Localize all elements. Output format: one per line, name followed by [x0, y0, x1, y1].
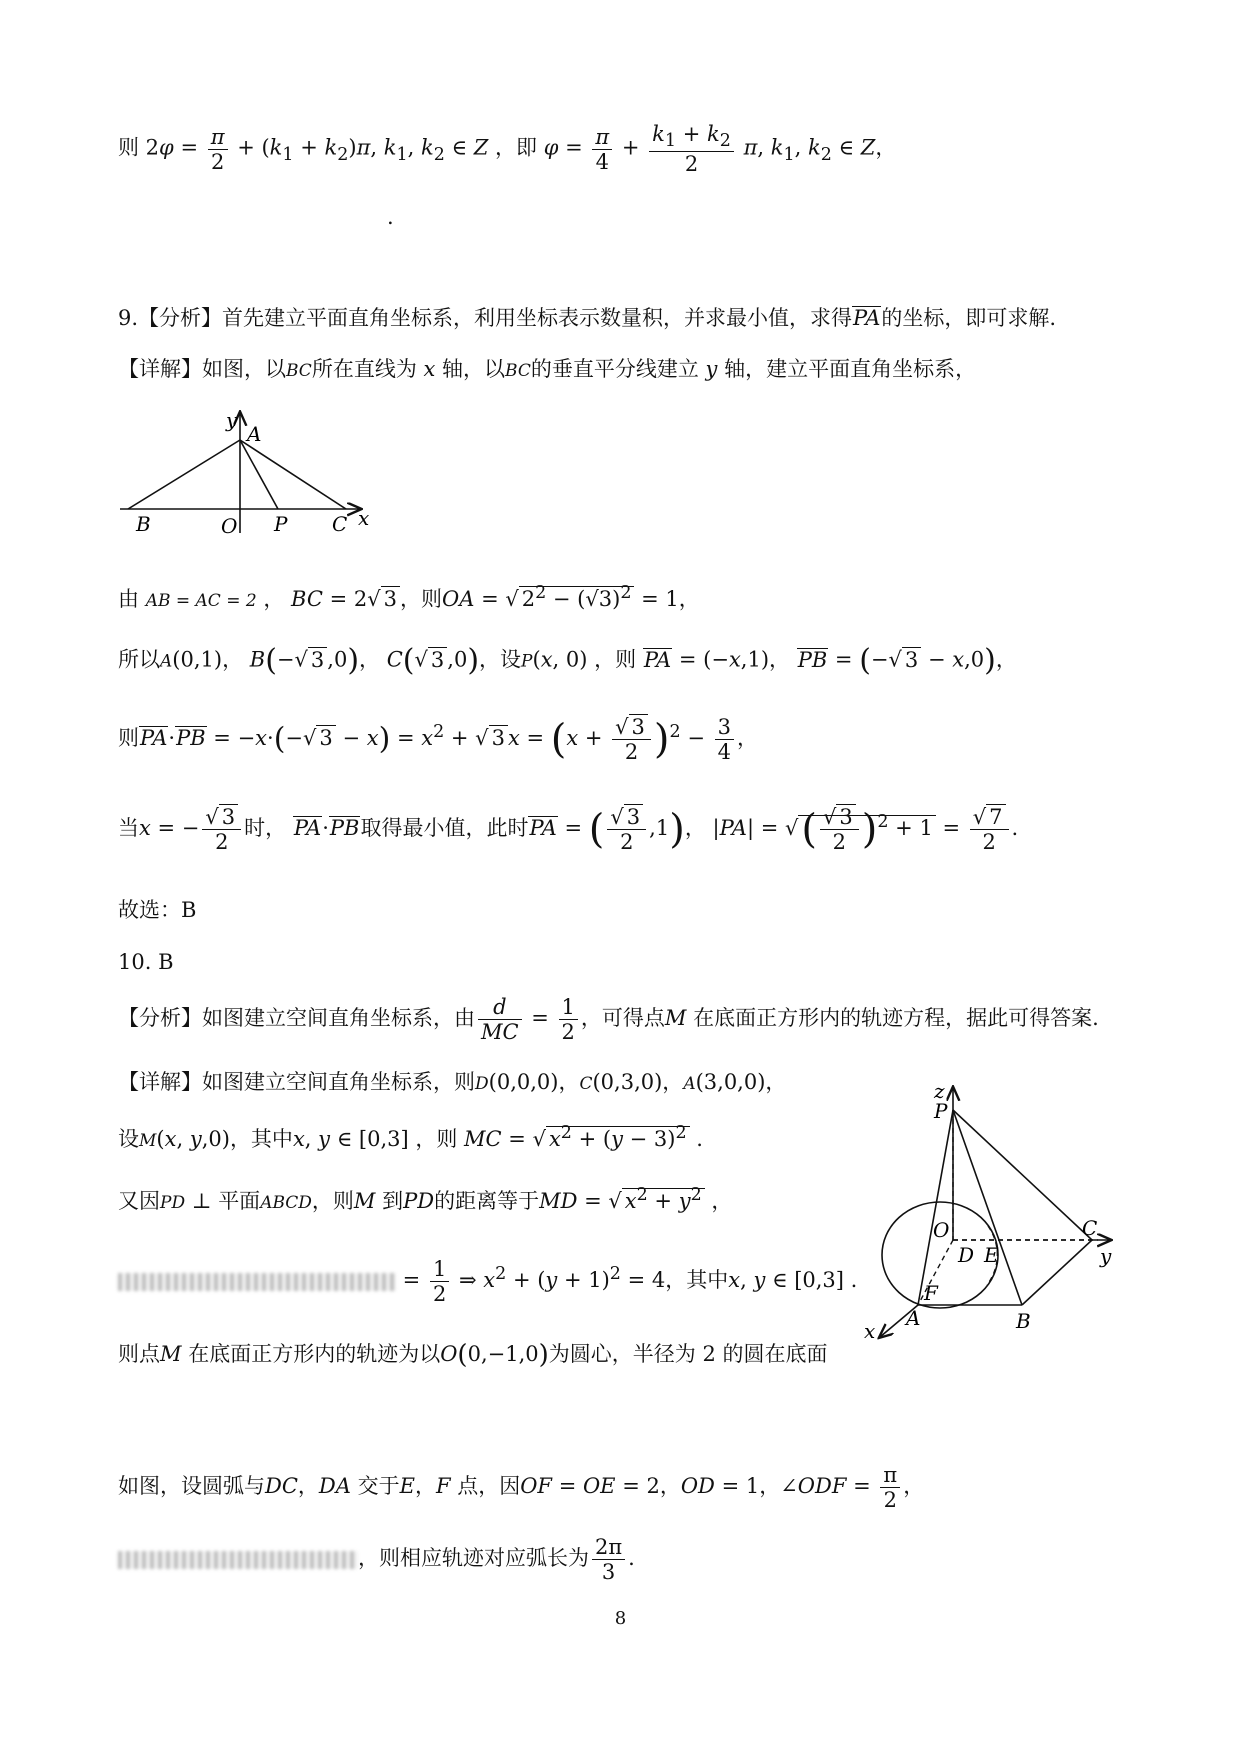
q10-locus: 则点M 在底面正方形内的轨迹为以O(0,−1,0)为圆心，半径为 2 的圆在底面: [118, 1340, 828, 1370]
label-x3: x: [864, 1319, 876, 1340]
label-o3: O: [933, 1218, 950, 1242]
segment-ap: [240, 440, 278, 509]
label-c3: C: [1082, 1216, 1098, 1240]
q10-set-m: 设M(x, y,0)，其中x, y ∈ [0,3] ，则 MC = √ $x^2 + (y - 3)^2$ .: [118, 1123, 703, 1151]
equation-line-phi: 则 2φ = $\frac{\pi}{2}$ + $(k_1 + k_2)\pi$, $k_1$, $k_2$ ∈ Z ，即 φ = $\frac{\pi}{4}$ + $\frac{k_1 + k_2}{2}$ π, $k_1$, $k_2$ ∈ Z，: [118, 122, 897, 177]
q9-answer: 故选：B: [118, 898, 197, 922]
q9-analysis: 9.【分析】首先建立平面直角坐标系，利用坐标表示数量积，并求最小值，求得PA的坐标，即可求解.: [118, 306, 1057, 330]
edge-pc: [953, 1110, 1092, 1240]
triangle-coordinate-figure: [110, 405, 380, 540]
label-f3: F: [924, 1281, 938, 1305]
edge-pb: [953, 1110, 1022, 1305]
label-b3: B: [1016, 1309, 1031, 1333]
label-p3: P: [934, 1099, 948, 1123]
label-e3: E: [984, 1243, 999, 1267]
pyramid-coordinate-figure: [860, 1080, 1120, 1340]
edge-pa: [918, 1110, 953, 1305]
q10-pd-perp: 又因PD ⊥ 平面ABCD，则M 到PD的距离等于MD = √ $x^2 + y^2$ ，: [118, 1185, 733, 1213]
label-x: x: [358, 506, 370, 530]
q10-circle-eq: = $\frac{1}{2}$ ⇒ $x^2 + (y + 1)^2 = 4$，其中x, y ∈ [0,3] .: [118, 1257, 857, 1306]
label-d3: D: [958, 1243, 975, 1267]
label-b: B: [136, 512, 151, 536]
label-c: C: [332, 512, 348, 536]
label-y: y: [226, 408, 238, 432]
page-number: 8: [614, 1608, 627, 1629]
q10-analysis: 【分析】如图建立空间直角坐标系，由 $\frac{d}{MC}$ = $\frac{1}{2}$ ，可得点M 在底面正方形内的轨迹方程，据此可得答案.: [118, 995, 1099, 1045]
label-a3: A: [906, 1306, 921, 1330]
segment-ab: [128, 440, 240, 509]
q9-coordinates: 所以A(0,1)， B(−√ 3 ,0)， C(√ 3 ,0)，设P(x, 0) ，则 PA = (−x,1)， PB = (−√ 3 − x,0)，: [118, 643, 1017, 678]
blurred-text: [118, 1551, 358, 1569]
segment-ac: [240, 440, 346, 509]
stray-dot: .: [387, 205, 394, 229]
label-z: z: [934, 1080, 945, 1103]
q10-detail: 【详解】如图建立空间直角坐标系，则D(0,0,0)，C(0,3,0)，A(3,0,0)，: [118, 1070, 787, 1094]
q10-answer: 10. B: [118, 950, 174, 974]
label-p: P: [274, 512, 288, 536]
q9-dot-product: 则PA·PB = −x·(−√ $3 - x) = x^2$ + √ 3 x = (x + $\frac{√ 3}{2}$ )$^2$ − $\frac{3}{4}$ ，: [118, 715, 758, 765]
q9-minimum: 当x = − $\frac{√ 3}{2}$ 时， PA·PB取得最小值，此时PA = ( $\frac{√ 3}{2}$ ,1)， |PA| = √( $\frac{√ 3}{2}$ )$^2$ + 1 = $\frac{√ 7}{2}$ .: [118, 805, 1019, 855]
q9-detail: 【详解】如图，以BC所在直线为 x 轴，以BC的垂直平分线建立 y 轴，建立平面直角坐标系，: [118, 357, 977, 381]
label-y3: y: [1100, 1244, 1112, 1268]
label-o: O: [221, 514, 238, 538]
label-a: A: [247, 422, 262, 446]
q10-arc: 如图，设圆弧与DC，DA 交于E，F 点，因OF = OE = 2，OD = 1，∠ODF = $\frac{\pi}{2}$ ，: [118, 1463, 925, 1513]
q9-oa-length: 由 AB = AC = 2 ， BC = 2√ 3 ，则OA = √ $2^2 - (√3)^2 = 1$，: [118, 583, 700, 611]
blurred-text: [118, 1273, 396, 1291]
edge-bc: [1022, 1240, 1092, 1305]
q10-arc-length: ，则相应轨迹对应弧长为 $\frac{2\pi}{3}$ .: [118, 1535, 635, 1584]
